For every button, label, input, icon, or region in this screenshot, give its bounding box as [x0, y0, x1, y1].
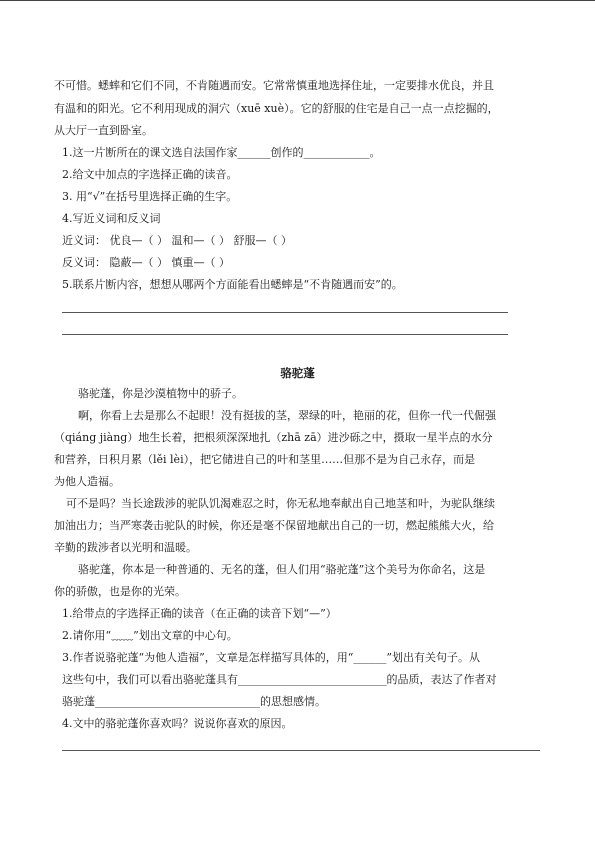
passage1-line-3: 从大厅一直到卧室。 [54, 124, 153, 137]
antonyms-row: 反义词： 隐蔽—（ ） 慎重—（ ） [62, 256, 230, 269]
page-top-border [0, 0, 595, 1]
question2-1: 1.给带点的字选择正确的读音（在正确的读音下划“—”） [62, 607, 337, 620]
question2-2: 2.请你用“﹏﹏”划出文章的中心句。 [62, 629, 238, 642]
question1-3: 3. 用“√”在括号里选择正确的生字。 [62, 190, 238, 203]
passage2-line-2: 啊，你看上去是那么不起眼！没有挺拔的茎，翠绿的叶，艳丽的花，但你一代一代倔强 [78, 409, 496, 422]
answer-line-2 [62, 334, 508, 335]
passage2-line-10: 你的骄傲，也是你的光荣。 [54, 585, 186, 598]
passage2-line-8: 辛勤的跋涉者以光明和温暖。 [54, 541, 197, 554]
question2-4: 4.文中的骆驼蓬你喜欢吗？说说你喜欢的原因。 [62, 717, 293, 730]
passage2-line-7: 加油出力；当严寒袭击驼队的时候，你还是毫不保留地献出自己的一切，燃起熊熊大火，给 [54, 519, 494, 532]
passage1-line-2: 有温和的阳光。它不利用现成的洞穴（xuē xuè）。它的舒服的住宅是自己一点一点挖掘的， [54, 102, 499, 115]
question1-5: 5.联系片断内容，想想从哪两个方面能看出蟋蟀是“不肯随遇而安”的。 [62, 278, 403, 291]
answer-line-1 [62, 312, 508, 313]
question2-3-line-1: 3.作者说骆驼蓬“为他人造福”，文章是怎样描写具体的，用“______”划出有关句子。从 [62, 651, 480, 664]
question2-3-line-2: 这些句中，我们可以看出骆驼蓬具有___________________________的品质，表达了作者对 [62, 673, 497, 686]
synonyms-row: 近义词： 优良—（ ） 温和—（ ） 舒服—（ ） [62, 234, 292, 247]
passage2-line-1: 骆驼蓬，你是沙漠植物中的骄子。 [78, 387, 243, 400]
answer-line-3 [62, 750, 540, 751]
passage2-line-9: 骆驼蓬，你本是一种普通的、无名的蓬，但人们用“骆驼蓬”这个美号为你命名，这是 [78, 563, 486, 576]
passage2-line-3: （qiáng jiàng）地生长着，把根须深深地扎（zhā zā）进沙砾之中，摄取一星半点的水分 [54, 431, 493, 444]
question1-1: 1.这一片断所在的课文选自法国作家______创作的____________。 [62, 146, 381, 159]
question2-3-line-3: 骆驼蓬______________________________的思想感情。 [62, 695, 326, 708]
passage1-line-1: 不可惜。蟋蟀和它们不同，不肯随遇而安。它常常慎重地选择住址，一定要排水优良，并且 [54, 79, 494, 92]
passage2-line-6: 可不是吗？当长途跋涉的驼队饥渴难忍之时，你无私地奉献出自己地茎和叶，为驼队继续 [66, 497, 495, 510]
passage2-title: 骆驼蓬 [280, 366, 315, 380]
passage2-line-5: 为他人造福。 [54, 475, 120, 488]
question1-4: 4.写近义词和反义词 [62, 212, 161, 225]
passage2-line-4: 和营养，日积月累（lěi lèi），把它储进自己的叶和茎里……但那不是为自己永存，而是 [54, 453, 476, 466]
question1-2: 2.给文中加点的字选择正确的读音。 [62, 168, 238, 181]
